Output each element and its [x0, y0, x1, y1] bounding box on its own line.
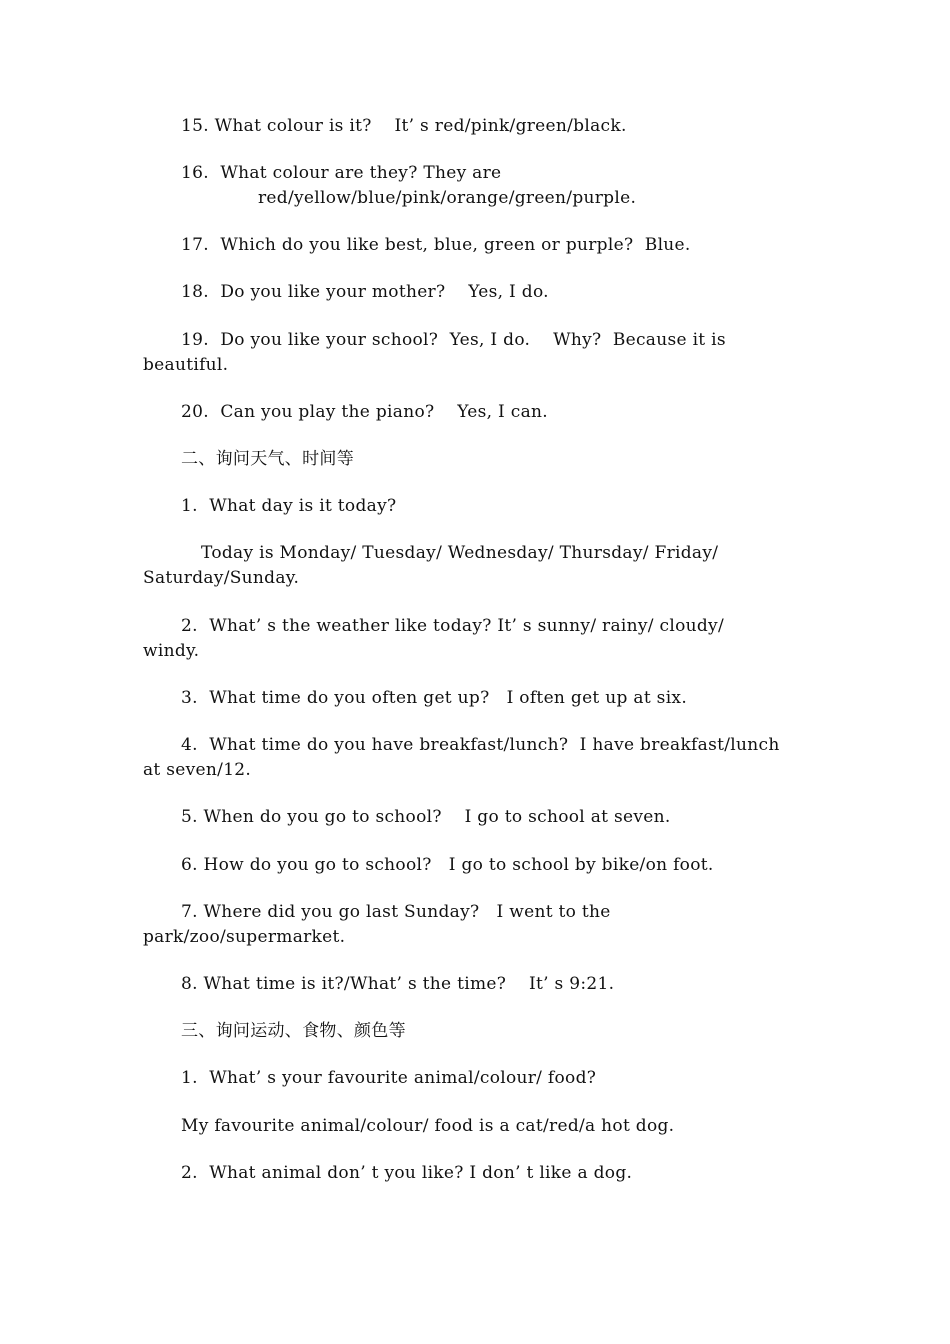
- item-15-line: 15. What colour is it? It’ s red/pink/green/black.: [181, 116, 627, 136]
- weather-item-7-line: 7. Where did you go last Sunday? I went to the: [181, 902, 611, 922]
- weather-item-8-line: 8. What time is it?/What’ s the time? It’ s 9:21.: [181, 974, 615, 994]
- weather-item-4-line: 4. What time do you have breakfast/lunch? I have breakfast/lunch: [181, 735, 780, 755]
- favourite-item-2-line: 2. What animal don’ t you like? I don’ t like a dog.: [181, 1163, 633, 1183]
- section-heading-weather-time: 二、询问天气、时间等: [181, 449, 354, 469]
- weather-item-2-line: 2. What’ s the weather like today? It’ s sunny/ rainy/ cloudy/: [181, 616, 724, 636]
- weather-item-1-answer: Today is Monday/ Tuesday/ Wednesday/ Thursday/ Friday/: [201, 543, 719, 563]
- weather-item-3-line: 3. What time do you often get up? I often get up at six.: [181, 688, 688, 708]
- weather-item-5-line: 5. When do you go to school? I go to school at seven.: [181, 807, 671, 827]
- weather-item-4-continuation: at seven/12.: [143, 760, 252, 780]
- item-18-line: 18. Do you like your mother? Yes, I do.: [181, 282, 549, 302]
- item-19-line: 19. Do you like your school? Yes, I do. Why? Because it is: [181, 330, 726, 350]
- item-20-line: 20. Can you play the piano? Yes, I can.: [181, 402, 548, 422]
- section-heading-sports-food-colour: 三、询问运动、食物、颜色等: [181, 1021, 406, 1041]
- favourite-item-1-answer: My favourite animal/colour/ food is a cat/red/a hot dog.: [181, 1116, 675, 1136]
- weather-item-1-question: 1. What day is it today?: [181, 496, 397, 516]
- favourite-item-1-question: 1. What’ s your favourite animal/colour/ food?: [181, 1068, 597, 1088]
- item-19-continuation: beautiful.: [143, 355, 229, 375]
- weather-item-1-continuation: Saturday/Sunday.: [143, 568, 300, 588]
- item-16-continuation: red/yellow/blue/pink/orange/green/purple.: [258, 188, 637, 208]
- item-17-line: 17. Which do you like best, blue, green or purple? Blue.: [181, 235, 691, 255]
- weather-item-7-continuation: park/zoo/supermarket.: [143, 927, 346, 947]
- weather-item-2-continuation: windy.: [143, 641, 200, 661]
- weather-item-6-line: 6. How do you go to school? I go to school by bike/on foot.: [181, 855, 714, 875]
- item-16-line: 16. What colour are they? They are: [181, 163, 502, 183]
